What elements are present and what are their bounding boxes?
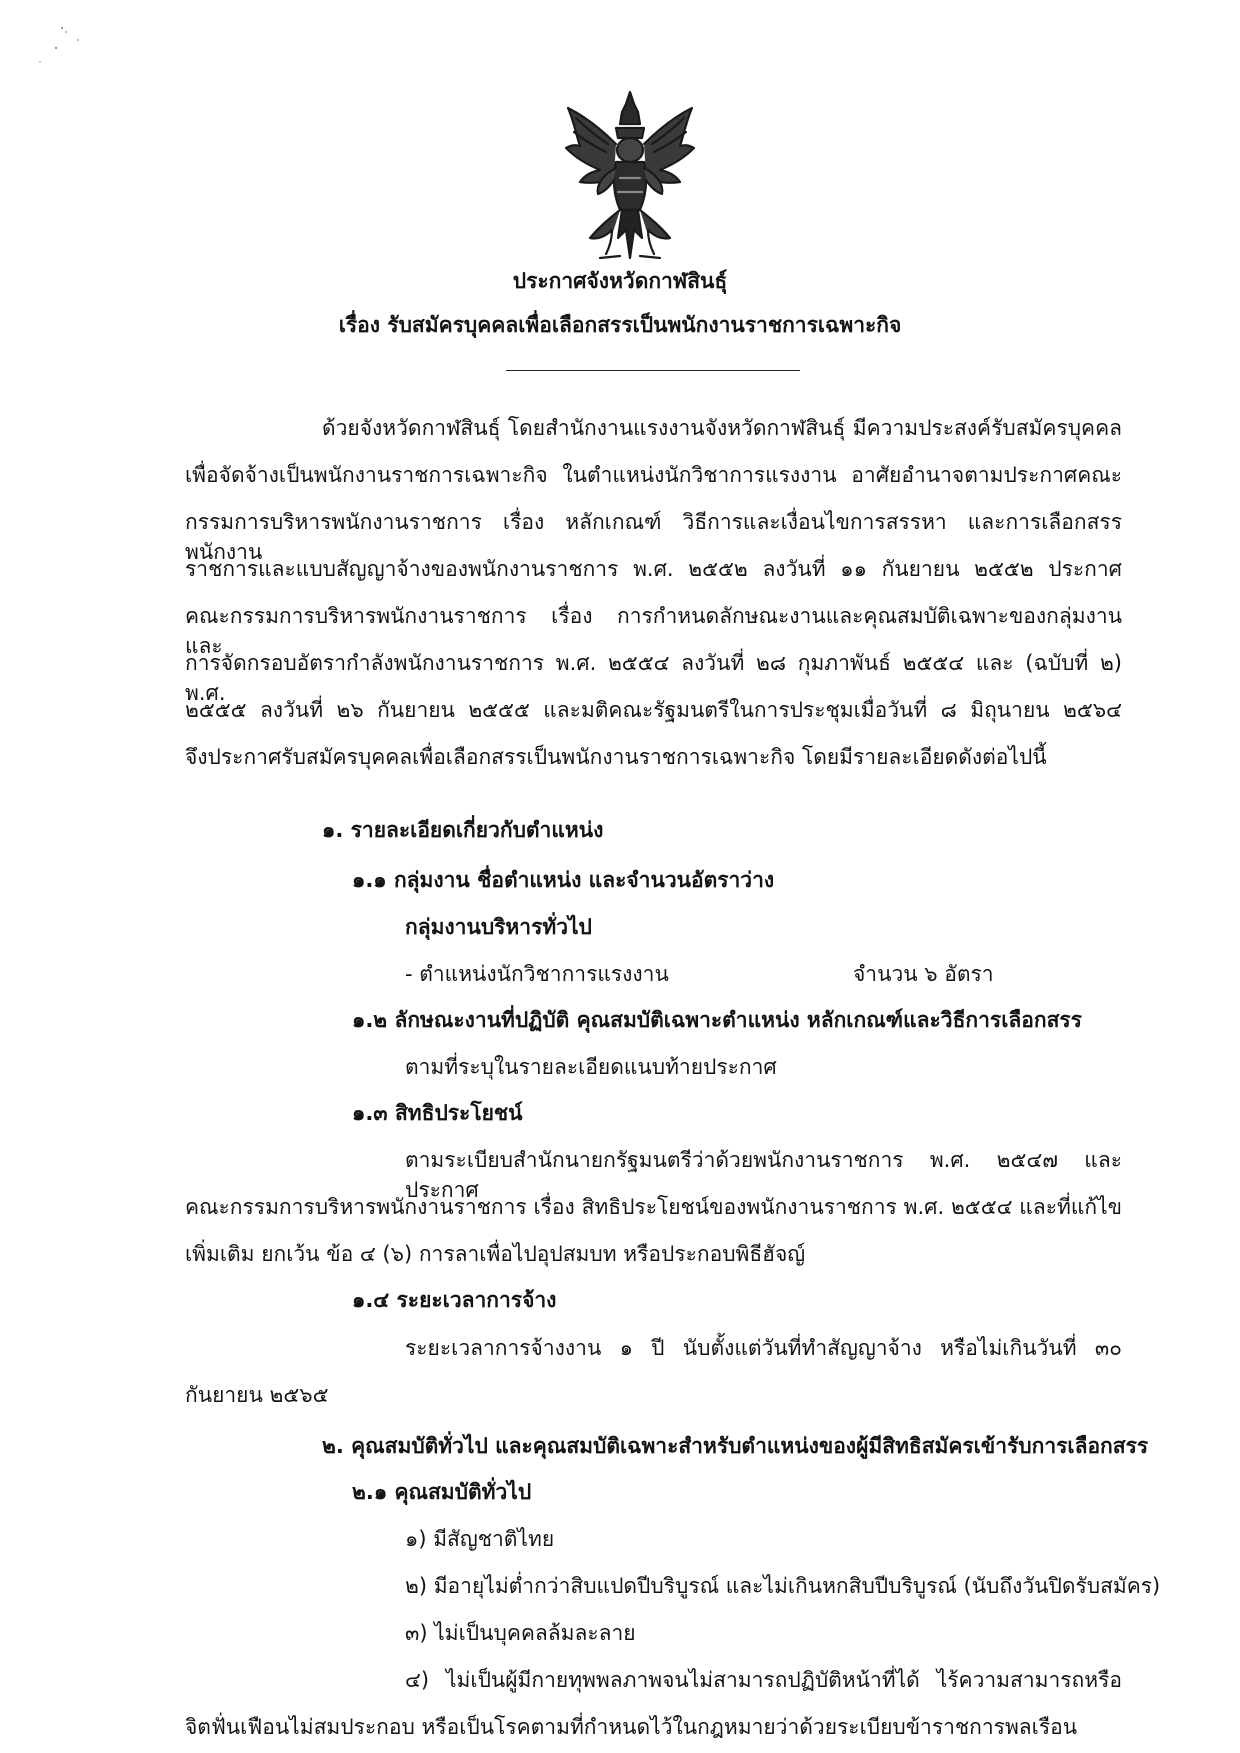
section-2-heading: ๒. คุณสมบัติทั่วไป และคุณสมบัติเฉพาะสำหรับตำแหน่งของผู้มีสิทธิสมัครเข้ารับการเลือกสรร [322, 1434, 1149, 1458]
intro-line: ๒๕๕๕ ลงวันที่ ๒๖ กันยายน ๒๕๕๕ และมติคณะรัฐมนตรีในการประชุมเมื่อวันที่ ๘ มิถุนายน ๒๕๖๔ [185, 698, 1122, 722]
intro-line: จึงประกาศรับสมัครบุคคลเพื่อเลือกสรรเป็นพนักงานราชการเฉพาะกิจ โดยมีรายละเอียดดังต่อไปนี้ [185, 745, 1047, 769]
work-group-label: กลุ่มงานบริหารทั่วไป [405, 915, 592, 939]
qualification-item-continued: จิตฟั่นเฟือนไม่สมประกอบ หรือเป็นโรคตามที่กำหนดไว้ในกฎหมายว่าด้วยระเบียบข้าราชการพลเรือน [185, 1715, 1078, 1739]
announcement-title: ประกาศจังหวัดกาฬสินธุ์ [512, 269, 728, 293]
section-1-3-line: คณะกรรมการบริหารพนักงานราชการ เรื่อง สิทธิประโยชน์ของพนักงานราชการ พ.ศ. ๒๕๕๔ และที่แก้ไข [185, 1195, 1122, 1219]
intro-line: กรรมการบริหารพนักงานราชการ เรื่อง หลักเกณฑ์ วิธีการและเงื่อนไขการสรรหา และการเลือกสรรพนักงาน [185, 510, 1122, 564]
section-1-4-heading: ๑.๔ ระยะเวลาการจ้าง [352, 1288, 557, 1312]
announcement-subject: เรื่อง รับสมัครบุคคลเพื่อเลือกสรรเป็นพนักงานราชการเฉพาะกิจ [338, 313, 902, 337]
section-1-2-text: ตามที่ระบุในรายละเอียดแนบท้ายประกาศ [405, 1055, 777, 1079]
title-divider [506, 370, 800, 371]
section-1-1-heading: ๑.๑ กลุ่มงาน ชื่อตำแหน่ง และจำนวนอัตราว่าง [352, 868, 775, 892]
intro-line: ราชการและแบบสัญญาจ้างของพนักงานราชการ พ.ศ. ๒๕๕๒ ลงวันที่ ๑๑ กันยายน ๒๕๕๒ ประกาศ [185, 557, 1122, 581]
section-1-3-line: ตามระเบียบสำนักนายกรัฐมนตรีว่าด้วยพนักงานราชการ พ.ศ. ๒๕๔๗ และประกาศ [405, 1148, 1122, 1202]
section-1-4-line: กันยายน ๒๕๖๕ [185, 1383, 329, 1407]
qualification-item: ๒) มีอายุไม่ต่ำกว่าสิบแปดปีบริบูรณ์ และไม่เกินหกสิบปีบริบูรณ์ (นับถึงวันปิดรับสมัคร) [405, 1574, 1161, 1598]
qualification-item: ๔) ไม่เป็นผู้มีกายทุพพลภาพจนไม่สามารถปฏิบัติหน้าที่ได้ ไร้ความสามารถหรือ [405, 1668, 1122, 1692]
section-1-heading: ๑. รายละเอียดเกี่ยวกับตำแหน่ง [322, 818, 604, 842]
scan-specks-icon [30, 20, 100, 70]
section-2-1-heading: ๒.๑ คุณสมบัติทั่วไป [352, 1480, 532, 1504]
intro-line: คณะกรรมการบริหารพนักงานราชการ เรื่อง การกำหนดลักษณะงานและคุณสมบัติเฉพาะของกลุ่มงานและ [185, 604, 1122, 658]
position-count: จำนวน ๖ อัตรา [853, 962, 994, 986]
section-1-3-heading: ๑.๓ สิทธิประโยชน์ [352, 1101, 523, 1125]
garuda-emblem-icon [560, 88, 700, 266]
section-1-4-line: ระยะเวลาการจ้างงาน ๑ ปี นับตั้งแต่วันที่ทำสัญญาจ้าง หรือไม่เกินวันที่ ๓๐ [405, 1336, 1122, 1360]
section-1-3-line: เพิ่มเติม ยกเว้น ข้อ ๔ (๖) การลาเพื่อไปอุปสมบท หรือประกอบพิธีฮัจญ์ [185, 1242, 806, 1266]
intro-line: เพื่อจัดจ้างเป็นพนักงานราชการเฉพาะกิจ ในตำแหน่งนักวิชาการแรงงาน อาศัยอำนาจตามประกาศคณะ [185, 463, 1122, 487]
intro-line: ด้วยจังหวัดกาฬสินธุ์ โดยสำนักงานแรงงานจังหวัดกาฬสินธุ์ มีความประสงค์รับสมัครบุคคล [322, 416, 1122, 440]
intro-line: การจัดกรอบอัตรากำลังพนักงานราชการ พ.ศ. ๒๕๕๔ ลงวันที่ ๒๘ กุมภาพันธ์ ๒๕๕๔ และ (ฉบับที่ ๒) พ.ศ. [185, 651, 1122, 705]
qualification-item: ๓) ไม่เป็นบุคคลล้มละลาย [405, 1621, 636, 1645]
qualification-item: ๑) มีสัญชาติไทย [405, 1527, 555, 1551]
section-1-2-heading: ๑.๒ ลักษณะงานที่ปฏิบัติ คุณสมบัติเฉพาะตำแหน่ง หลักเกณฑ์และวิธีการเลือกสรร [352, 1008, 1082, 1032]
position-name: - ตำแหน่งนักวิชาการแรงงาน [405, 962, 669, 986]
